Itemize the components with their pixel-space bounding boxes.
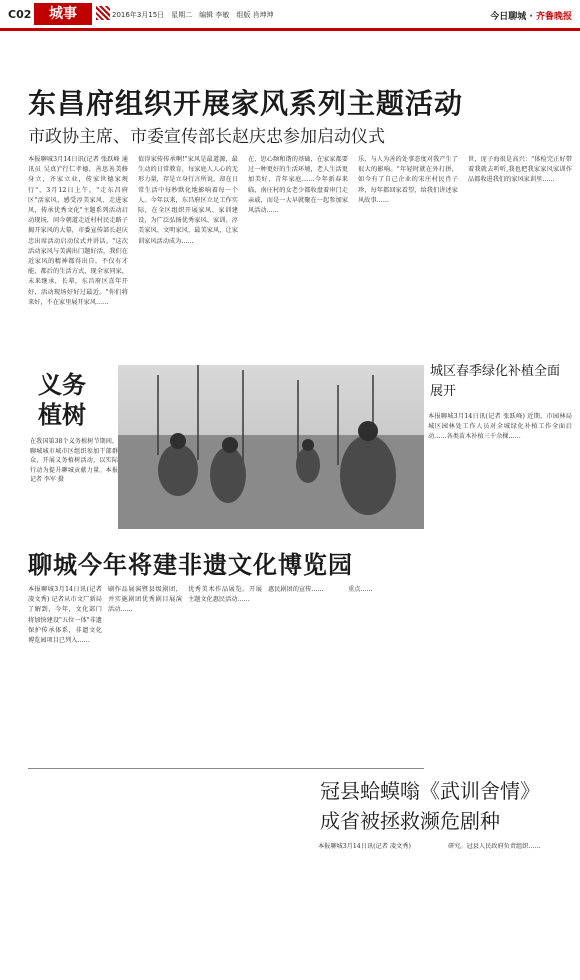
story2-col5: 重点…… bbox=[348, 586, 373, 593]
sidebar-body: 本报聊城3月14日讯(记者 张跃峰) 近期，市园林局城区园林处工作人员对全城绿化补植工作全面启动……各类苗木补植三千余棵…… bbox=[428, 413, 572, 441]
story3-col1: 本报聊城3月14日讯(记者 凌文秀) bbox=[318, 843, 411, 850]
section-tab[interactable]: 城事 bbox=[34, 3, 92, 25]
photo-caption: 在我国第38个义务植树节期间，聊城城市城市区组织参加干部群众，开展义务植树活动，以实际行动为提升聊城贡献力量。本报记者 李军 摄 bbox=[30, 438, 118, 483]
brand-paper: 齐鲁晚报 bbox=[535, 12, 572, 22]
story2-col3: 优秀美术作品展览。开展主题文化惠民活动…… bbox=[188, 586, 262, 604]
tree-planting-photo bbox=[118, 365, 424, 529]
sidebar-headline: 城区春季绿化补植全面展开 bbox=[430, 364, 561, 399]
story2-col2: 刷作品展演暨县级剧团，并实施剧团优秀剧目展演活动…… bbox=[108, 586, 182, 614]
masthead-rule bbox=[0, 28, 580, 31]
story3-headline-line2: 成省被拯救濒危剧种 bbox=[320, 809, 500, 833]
story3-col2: 研究。冠县人民政府负责组织…… bbox=[448, 843, 541, 850]
issue-meta: 2016年3月15日 星期二 编辑 李敏 组版 肖坤坤 bbox=[112, 11, 274, 19]
brand-logo: 今日聊城 · 齐鲁晚报 bbox=[490, 12, 572, 22]
story2-col4: 惠民剧团的宣传…… bbox=[268, 586, 324, 593]
story1-col4: 乐，与人为善的处事态度对我产生了很大的影响。"年轻时就在外打拼，如今有了自己企业的宋庄村民肖子珍，每年都回家看望，给我们讲述家风故事…… bbox=[358, 156, 458, 204]
story1-col3: 在、思心频和谐的基础，在家家都要过一种更好的生活环境，老人生活更加美好，青年家庭……今年新春来临，南庄村的女老少都收盘着串门走亲戚，而是一大早就聚在一起参加家风活动…… bbox=[248, 156, 348, 215]
story2-headline: 聊城今年将建非遗文化博览园 bbox=[28, 551, 353, 579]
page-code: C02 bbox=[8, 8, 32, 21]
story1-col5: 世，庞子海很是高兴："体检完正好带着我就去听听,我也把我家家风家训作品都收进我们的家风家训里…… bbox=[468, 156, 572, 184]
story1-subhead: 市政协主席、市委宣传部长赵庆忠参加启动仪式 bbox=[28, 127, 385, 147]
section-divider bbox=[28, 768, 424, 769]
photo-illustration bbox=[118, 365, 424, 529]
story3-headline-line1: 冠县蛤蟆嗡《武训舍情》 bbox=[320, 779, 540, 803]
story1-headline: 东昌府组织开展家风系列主题活动 bbox=[28, 87, 464, 120]
photo-title: 义务植树 bbox=[38, 371, 86, 429]
section-ornament bbox=[96, 6, 110, 20]
story3-headline bbox=[320, 776, 540, 836]
story2-col1: 本报聊城3月14日讯(记者 凌文秀) 记者从市文广新局了解到，今年，文化部门将加快建设"五位一体"非遗保护传承体系，非遗文化博览园项目已列入…… bbox=[28, 586, 102, 645]
story1-col1: 本报聊城3月14日讯(记者 张跃峰 通讯员 吴真)"行仁孝德，善思善美修身立，齐家立业，传家世德家规行"，3月12日上午，"走东昌府区"活家风、感受淳美家风、走进家风，传承优秀文化"主题系列活动启动现场，问今朝道走近村村民走路子揭开家风的大幕，市委宣传部长赵庆忠出席活动启动仪式并讲话。"这次活动家风与美满出门题好活，我们在近家风的精神都得出自，不仅有才能，都后的生活方式，现全家同家，未来继承，长辈，东昌府区喜年开好，活动现场好好过最近。"你们将来好，不在家里展开家风…… bbox=[28, 156, 128, 306]
brand-name: 今日聊城 bbox=[490, 12, 527, 22]
story1-col2: 值得家传传承啊!"家风是最道源，最生动的日常教育，每家庭人人心的无形力量，存是立身行言所说，却在日常生活中每秒默化地影响着每一个人。今年以来，东昌府区立足工作实际，在全区组织开展家风、家训建设，为广泛弘扬优秀家风、家训、淳美家风、文明家风、最美家风，让家训家风活动成为…… bbox=[138, 156, 238, 245]
blank-photo-area bbox=[6, 775, 300, 980]
